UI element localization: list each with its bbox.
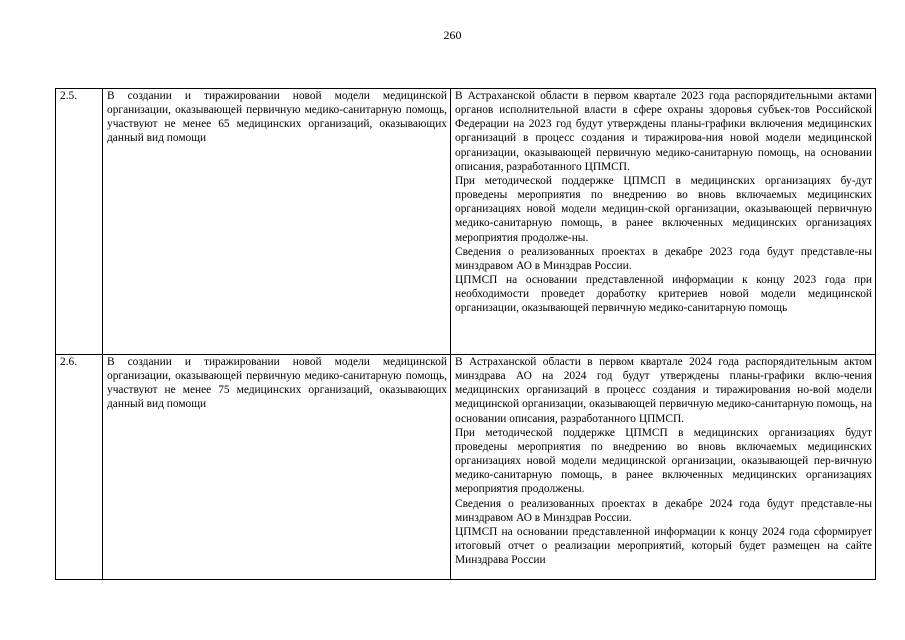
row-number: 2.6. [56, 355, 103, 580]
description-paragraph: ЦПМСП на основании представленной информации к концу 2023 года при необходимости проведет доработку критериев новой модели медицинской организации, оказывающей первичную медико-санитарную помощь [455, 274, 872, 315]
description-paragraph: При методической поддержке ЦПМСП в медицинских организациях бу-дут проведены мероприятия по внедрению во вновь включаемых медицинских организациях новой модели медицин-ской организации, оказывающей первичную медико-санитарную помощь, в ранее включенных медицинских организациях мероприятия продолже-ны. [455, 174, 872, 244]
page-number: 260 [443, 28, 462, 42]
row-description [451, 89, 876, 355]
description-paragraph: ЦПМСП на основании представленной информации к концу 2024 года сформирует итоговый отчет о реализации мероприятий, который будет размещен на сайте Минздрава России [455, 525, 872, 567]
description-paragraph: Сведения о реализованных проектах в декабре 2024 года будут представле-ны минздравом АО в Минздрав России. [455, 497, 872, 524]
description-paragraph: При методической поддержке ЦПМСП в медицинских организациях будут проведены мероприятия по внедрению во вновь включаемых медицинских организациях новой модели медицинской организации, оказывающей пер-вичную медико-санитарную помощь, в ранее включенных медицинских организациях мероприятия продолжены. [455, 426, 872, 496]
row-description [451, 355, 876, 580]
row-goal: В создании и тиражировании новой модели медицинской организации, оказывающей первичную медико-санитарную помощь, участвуют не менее 75 медицинских организаций, оказывающих данный вид помощи [103, 355, 451, 580]
table-row [56, 89, 876, 355]
description-paragraph: В Астраханской области в первом квартале 2023 года распорядительными актами органов исполнительной власти в сфере охраны здоровья субъек-тов Российской Федерации на 2023 год будут утверждены планы-графики включения медицинских организаций в процесс создания и тиражирова-ния новой модели медицинской организации, оказывающей первичную медико-санитарную помощь, на основании описания, разработанного ЦПМСП. [455, 90, 872, 173]
row-goal: В создании и тиражировании новой модели медицинской организации, оказывающей первичную медико-санитарную помощь, участвуют не менее 65 медицинских организаций, оказывающих данный вид помощи [103, 89, 451, 355]
description-paragraph: В Астраханской области в первом квартале 2024 года распорядительным актом минздрава АО на 2024 год будут утверждены планы-графики вклю-чения медицинских организаций в процесс создания и тиражирования но-вой модели медицинской организации, оказывающей первичную медико-санитарную помощь, на основании описания, разработанного ЦПМСП. [455, 356, 872, 425]
table-row [56, 355, 876, 580]
row-number: 2.5. [56, 89, 103, 355]
plan-table [55, 88, 876, 580]
description-paragraph: Сведения о реализованных проектах в декабре 2023 года будут представле-ны минздравом АО в Минздрав России. [455, 245, 872, 272]
